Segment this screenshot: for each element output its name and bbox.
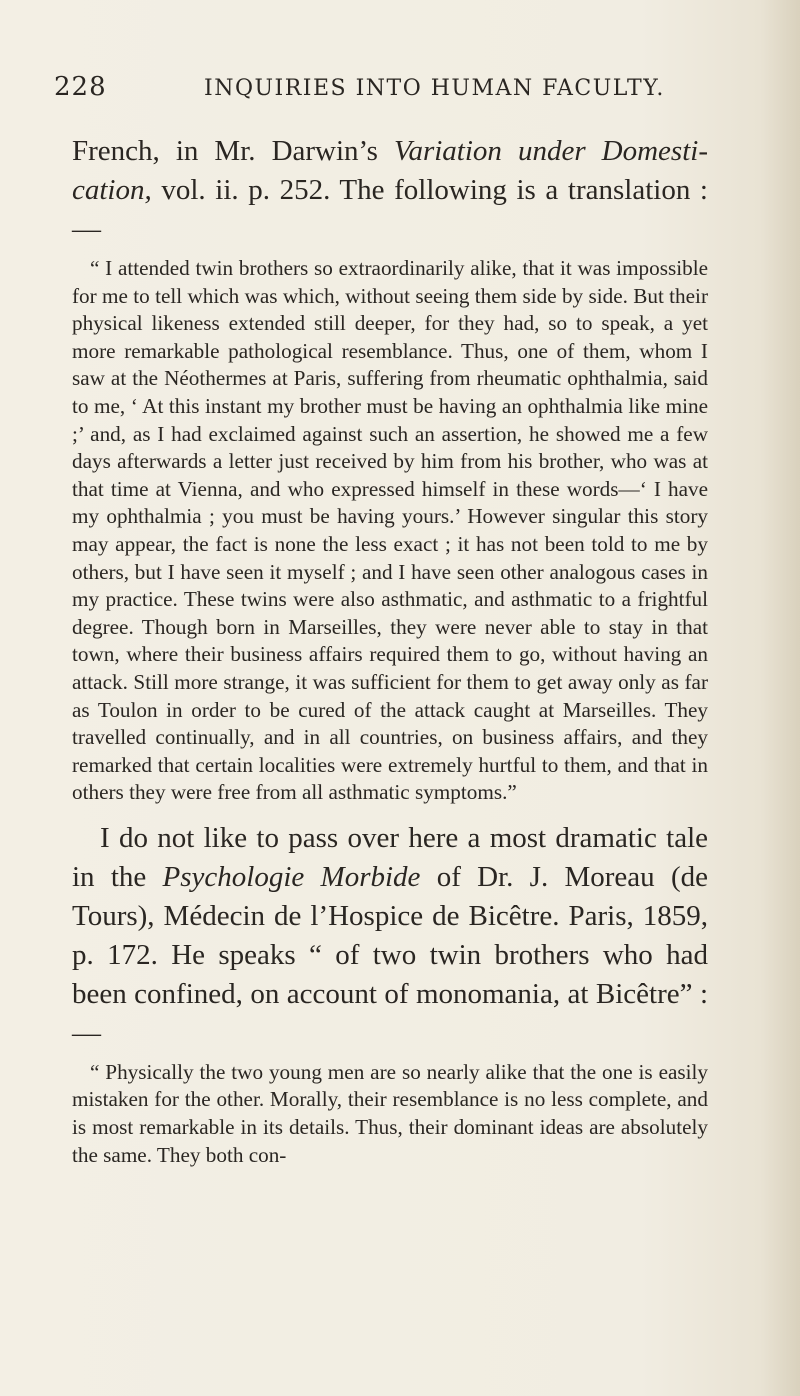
book-title-psychologie: Psychologie Morbide — [162, 860, 421, 893]
paragraph-moreau-text-b: of Dr. J. Moreau (de Tours), Médecin de l’Hospice de Bicêtre. Paris, 1859, p. 172. He speaks “ of two twin brothers who had been confined, on account of monomania, at Bicêtre” :— — [72, 860, 708, 1049]
paragraph-intro — [72, 132, 708, 249]
paragraph-moreau — [72, 819, 708, 1053]
paragraph-intro-text-a: French, in Mr. Darwin’s — [72, 135, 394, 167]
paragraph-intro-text-b: vol. ii. p. 252. The following is a translation :— — [72, 174, 708, 245]
paragraph-moreau-text-a: I do not like to pass over here a most dramatic tale in the — [72, 821, 708, 893]
page-header — [52, 72, 732, 112]
block-quote-monomania: “ Physically the two young men are so nearly alike that the one is easily mistaken for the other. Morally, their resemblance is no less complete, and is most remarkable in its details. Thus, their dominant ideas are absolutely the same. They both con- — [72, 1059, 708, 1167]
page-number: 228 — [54, 72, 107, 102]
block-quote-twins-ophthalmia: “ I attended twin brothers so extraordinarily alike, that it was impossible for me to tell which was which, without seeing them side by side. But their physical likeness extended still deeper, for they had, so to speak, a yet more remarkable pathological resemblance. Thus, one of them, whom I saw at the Néothermes at Paris, suffering from rheumatic ophthalmia, said to me, ‘ At this instant my brother must be having an ophthalmia like mine ;’ and, as I had exclaimed against such an assertion, he showed me a few days afterwards a letter just received by him from his brother, who was at that time at Vienna, and who expressed himself in these words—‘ I have my ophthalmia ; you must be having yours.’ However singular this story may appear, the fact is none the less exact ; it has not been told to me by others, but I have seen it myself ; and I have seen other analogous cases in my practice. These twins were also asthmatic, and asthmatic to a frightful degree. Though born in Marseilles, they were never able to stay in that town, where their business affairs required them to go, without having an attack. Still more strange, it was sufficient for them to get away only as far as Toulon in order to be cured of the attack caught at Marseilles. They travelled continually, and in all countries, on business affairs, and they remarked that certain localities were extremely hurtful to them, and that in others they were free from all asthmatic symptoms.” — [72, 256, 708, 805]
running-head: INQUIRIES INTO HUMAN FACULTY. — [204, 76, 665, 101]
book-title-variation: Variation under Domestication, — [72, 135, 708, 206]
body-text — [72, 132, 708, 1169]
